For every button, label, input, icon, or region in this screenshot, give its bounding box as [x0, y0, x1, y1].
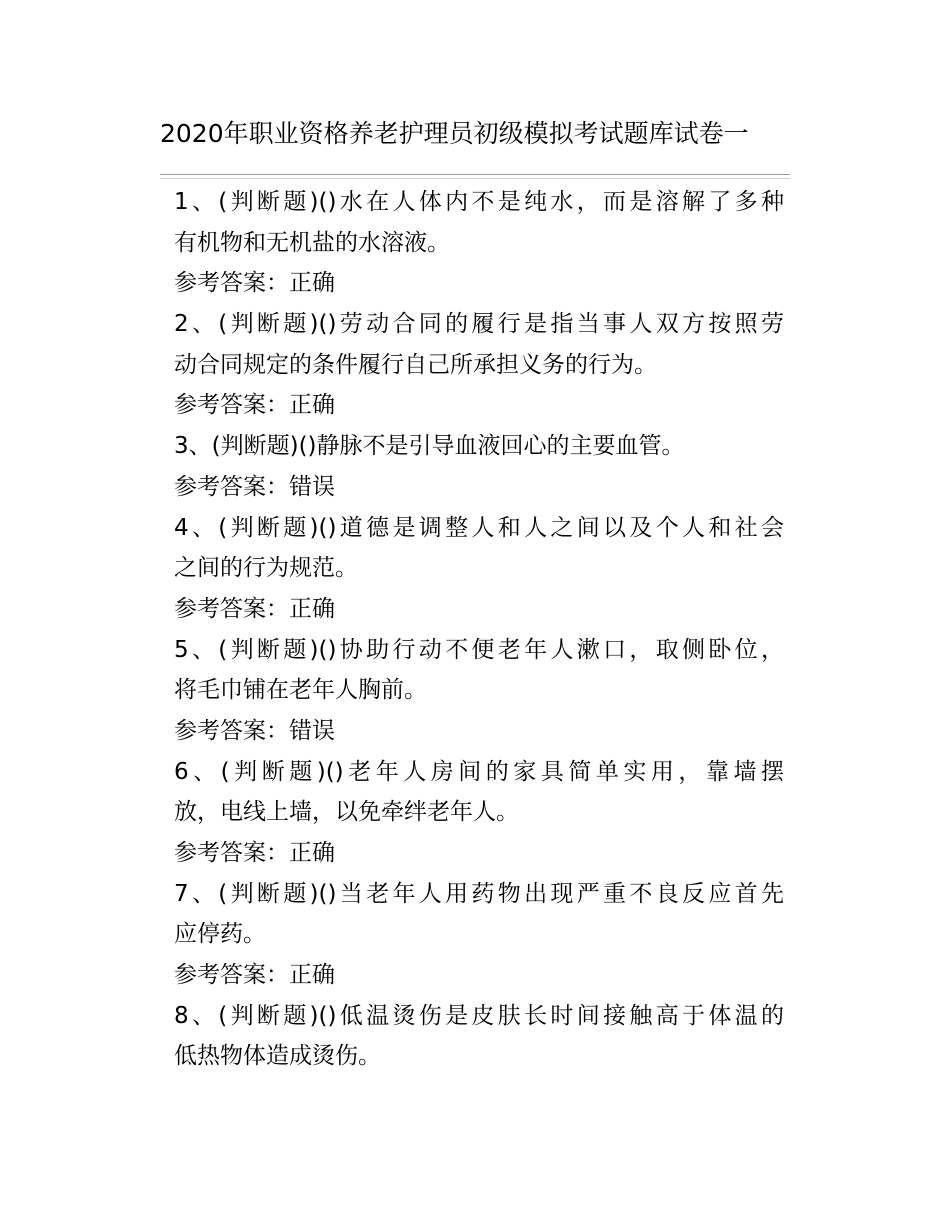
answer-line: 参考答案：正确 [174, 270, 335, 297]
question-text-line: 6、(判断题)()老年人房间的家具简单实用，靠墙摆 [174, 758, 784, 785]
question-text-line: 应停药。 [174, 921, 266, 948]
question-text-line: 之间的行为规范。 [174, 555, 358, 582]
question-text-line: 放，电线上墙，以免牵绊老年人。 [174, 799, 519, 826]
question-text-line: 1、(判断题)()水在人体内不是纯水，而是溶解了多种 [174, 189, 784, 215]
question-text-line: 5、(判断题)()协助行动不便老年人漱口，取侧卧位， [174, 636, 784, 663]
answer-line: 参考答案：正确 [174, 840, 335, 866]
question-list [174, 182, 784, 1077]
question-text-line: 将毛巾铺在老年人胸前。 [174, 677, 427, 704]
question-text-line: 3、(判断题)()静脉不是引导血液回心的主要血管。 [174, 433, 685, 460]
answer-line: 参考答案：正确 [174, 962, 335, 989]
answer-line: 参考答案：正确 [174, 595, 335, 622]
answer-line: 参考答案：错误 [174, 717, 335, 744]
question-text-line: 低热物体造成烫伤。 [174, 1043, 381, 1070]
answer-line: 参考答案：正确 [174, 392, 335, 419]
answer-line: 参考答案：错误 [174, 473, 335, 500]
question-text-line: 有机物和无机盐的水溶液。 [174, 229, 450, 256]
question-text-line: 8、(判断题)()低温烫伤是皮肤长时间接触高于体温的 [174, 1002, 784, 1029]
document-title: 2020年职业资格养老护理员初级模拟考试题库试卷一 [160, 119, 749, 148]
question-text-line: 2、(判断题)()劳动合同的履行是指当事人双方按照劳 [174, 311, 784, 338]
question-text-line: 动合同规定的条件履行自己所承担义务的行为。 [174, 351, 657, 378]
question-text-line: 4、(判断题)()道德是调整人和人之间以及个人和社会 [174, 514, 784, 541]
title-divider [160, 174, 790, 179]
question-text-line: 7、(判断题)()当老年人用药物出现严重不良反应首先 [174, 880, 784, 907]
